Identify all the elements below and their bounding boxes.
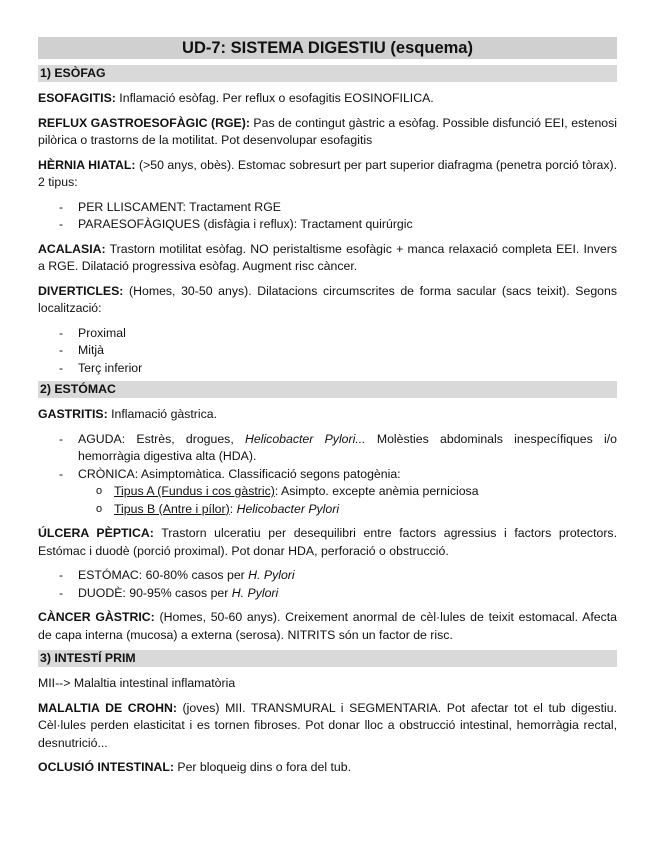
text-oclusio: Per bloqueig dins o fora del tub. — [173, 760, 352, 774]
term-acalasia: ACALASIA: — [38, 241, 106, 256]
sublist-item — [38, 483, 617, 501]
entry-rge — [38, 115, 617, 150]
text-ulcera: Trastorn ulceratiu per desequilibri entre factors agressius i factors protectors. Estómac i duodè (porció proximal). Pot donar HDA, perforació o obstrucció. — [38, 526, 617, 558]
term-gastritis: GASTRITIS: — [38, 407, 108, 421]
cronica-text: CRÒNICA: Asimptomàtica. Classificació segons patogènia: — [78, 466, 401, 481]
sublist-cronica — [78, 483, 617, 518]
list-item: - PARAESOFÀGIQUES (disfàgia i reflux): Tractament quirúrgic — [38, 216, 617, 234]
aguda-text-2: Molèsties abdominals inespecífiques i/o hemorràgia digestiva alta (HDA). — [78, 431, 617, 463]
sublist-item — [38, 501, 617, 519]
list-gastritis-types — [38, 431, 617, 519]
entry-oclusio — [38, 759, 617, 777]
text-gastritis: Inflamació gàstrica. — [107, 407, 218, 421]
entry-mii: MII--> Malaltia intestinal inflamatòria — [38, 676, 236, 690]
estomac-text: ESTÓMAC: 60-80% casos per — [78, 568, 249, 582]
entry-ulcera — [38, 525, 617, 560]
tipus-b-italic: Helicobacter Pylori — [236, 501, 340, 516]
list-item: - PER LLISCAMENT: Tractament RGE — [38, 199, 617, 217]
list-item — [38, 466, 617, 519]
tipus-b-text: : — [229, 501, 237, 516]
term-rge: REFLUX GASTROESOFÀGIC (RGE): — [38, 115, 250, 130]
term-oclusio: OCLUSIÓ INTESTINAL: — [38, 760, 174, 774]
list-ulcera-locations — [38, 567, 617, 602]
term-crohn: MALALTIA DE CROHN: — [38, 700, 177, 715]
aguda-text: AGUDA: Estrès, drogues, — [78, 431, 245, 446]
section-header-esofag: 1) ESÒFAG — [38, 65, 617, 82]
tipus-a-text: : Asimpto. excepte anèmia perniciosa — [274, 484, 479, 498]
duode-text: DUODÈ: 90-95% casos per — [78, 585, 232, 600]
duode-italic: H. Pylori — [231, 585, 279, 600]
text-cancer: (Homes, 50-60 anys). Creixement anormal de cèl·lules de teixit estomacal. Afecta de capa interna (mucosa) a externa (serosa). NITRITS són un factor de risc. — [38, 610, 617, 642]
list-item: - Terç inferior — [38, 360, 617, 378]
list-item — [38, 431, 617, 466]
document-page — [38, 37, 617, 777]
aguda-italic: Helicobacter Pylori... — [245, 431, 366, 446]
entry-cancer — [38, 609, 617, 644]
text-diverticles: (Homes, 30-50 anys). Dilatacions circumscrites de forma sacular (sacs teixit). Segons localització: — [38, 283, 617, 315]
list-item: - Proximal — [38, 325, 617, 343]
list-hernia-types — [38, 199, 617, 234]
tipus-a-label: Tipus A (Fundus i cos gàstric) — [114, 484, 275, 498]
list-item — [38, 567, 617, 585]
text-acalasia: Trastorn motilitat esòfag. NO peristaltisme esofàgic + manca relaxació completa EEI. Invers a RGE. Dilatació progressiva esòfag. Augment risc càncer. — [38, 241, 617, 273]
list-item — [38, 585, 617, 603]
term-esofagitis: ESOFAGITIS: — [38, 91, 116, 105]
section-header-estomac: 2) ESTÓMAC — [38, 381, 617, 398]
entry-esofagitis — [38, 90, 617, 108]
text-esofagitis: Inflamació esòfag. Per reflux o esofagitis EOSINOFILICA. — [115, 91, 434, 105]
text-hernia: (>50 anys, obès). Estomac sobresurt per part superior diafragma (penetra porció tòrax). 2 tipus: — [38, 157, 618, 189]
term-cancer: CÀNCER GÀSTRIC: — [38, 610, 155, 624]
entry-acalasia — [38, 241, 617, 276]
section-header-intesti-prim: 3) INTESTÍ PRIM — [38, 650, 617, 667]
entry-gastritis — [38, 406, 617, 424]
term-ulcera: ÚLCERA PÈPTICA: — [38, 526, 154, 540]
text-crohn: (joves) MII. TRANSMURAL i SEGMENTARIA. Pot afectar tot el tub digestiu. Cèl·lules perden elasticitat i es tornen fibroses. Pot donar lloc a obstrucció intestinal, hemorràgia rectal, desnutrició... — [38, 700, 617, 750]
entry-diverticles — [38, 283, 617, 318]
list-diverticle-locations — [38, 325, 617, 378]
term-hernia: HÈRNIA HIATAL: — [38, 157, 136, 172]
list-item: - Mitjà — [38, 342, 617, 360]
entry-crohn — [38, 700, 617, 753]
entry-hernia — [38, 157, 617, 192]
term-diverticles: DIVERTICLES: — [38, 283, 124, 298]
estomac-italic: H. Pylori — [248, 568, 295, 582]
document-title: UD-7: SISTEMA DIGESTIU (esquema) — [38, 37, 617, 59]
text-rge: Pas de contingut gàstric a esòfag. Possible disfunció EEI, estenosi pilòrica o trastorns de la motilitat. Pot desenvolupar esofagitis — [38, 115, 617, 147]
tipus-b-label: Tipus B (Antre i pílor) — [114, 501, 230, 516]
